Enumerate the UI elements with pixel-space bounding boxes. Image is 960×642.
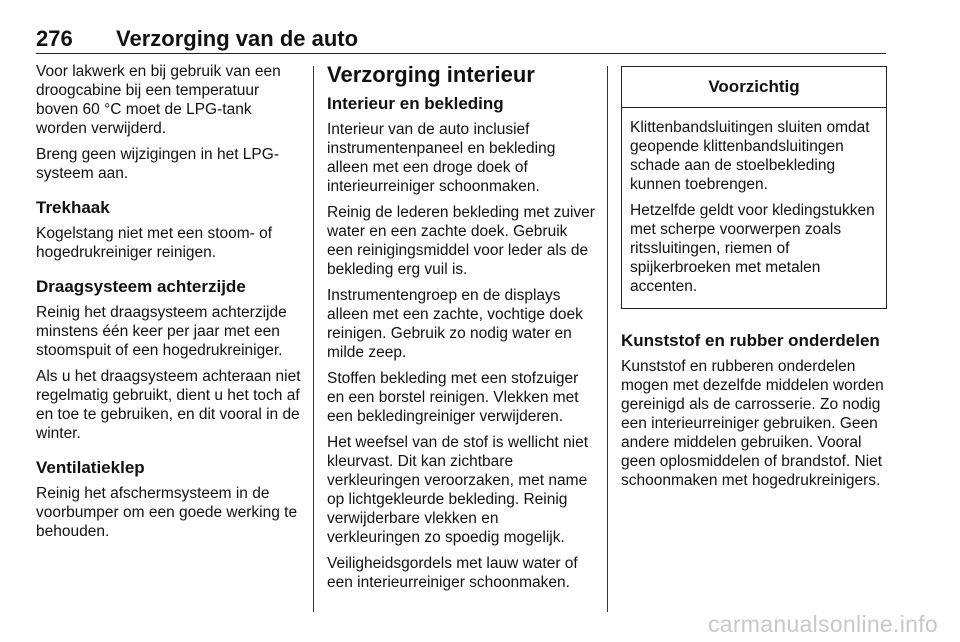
caution-body — [622, 108, 886, 308]
paragraph-interieur-6: Veiligheidsgordels met lauw water of een interieurreiniger schoonmaken. — [327, 555, 578, 591]
caution-box — [621, 66, 887, 309]
paragraph-interieur-4: Stoffen bekleding met een stofzuiger en een borstel reinigen. Vlekken met een bekledingreiniger verwijderen. — [327, 370, 579, 425]
paragraph-draagsysteem-1: Reinig het draagsysteem achterzijde minstens één keer per jaar met een stoomspuit of een hogedrukreiniger. — [36, 304, 287, 359]
paragraph-interieur-5: Het weefsel van de stof is wellicht niet kleurvast. Dit kan zichtbare verkleuringen veroorzaken, met name op lichtgekleurde bekleding. Reinig verwijderbare vlekken en verkleuringen zo spoedig mogelijk. — [327, 434, 589, 546]
paragraph-trekhaak: Kogelstang niet met een stoom- of hogedrukreiniger reinigen. — [36, 225, 273, 261]
caution-title: Voorzichtig — [622, 67, 886, 108]
page-number: 276 — [36, 26, 73, 51]
paragraph-draagsysteem-2: Als u het draagsysteem achteraan niet regelmatig gebruikt, dient u het toch af en toe te gebruiken, en dit vooral in de winter. — [36, 368, 301, 442]
column-divider-1 — [313, 66, 314, 612]
page-header — [36, 26, 886, 54]
column-middle — [327, 62, 595, 599]
column-left — [36, 62, 302, 548]
paragraph-lpg-paint: Voor lakwerk en bij gebruik van een droogcabine bij een temperatuur boven 60 °C moet de LPG-tank worden verwijderd. — [36, 63, 281, 137]
column-right — [621, 62, 887, 497]
heading-kunststof: Kunststof en rubber onderdelen — [621, 331, 880, 350]
header-divider — [36, 53, 886, 54]
section-title-interieur: Verzorging interieur — [327, 62, 535, 87]
caution-paragraph-2: Hetzelfde geldt voor kledingstukken met scherpe voorwerpen zoals ritssluitingen, riemen of spijkerbroeken met metalen accenten. — [630, 202, 875, 295]
heading-draagsysteem: Draagsysteem achterzijde — [36, 277, 246, 296]
paragraph-interieur-3: Instrumentengroep en de displays alleen met een zachte, vochtige doek reinigen. Gebruik zo nodig water en milde zeep. — [327, 287, 583, 361]
heading-interieur-bekleding: Interieur en bekleding — [327, 94, 504, 113]
paragraph-kunststof: Kunststof en rubberen onderdelen mogen met dezelfde middelen worden gereinigd als de carrosserie. Zo nodig een interieurreiniger gebruiken. Geen andere middelen gebruiken. Vooral geen oplosmiddelen of brandstof. Niet schoonmaken met hogedrukreinigers. — [621, 358, 884, 489]
heading-trekhaak: Trekhaak — [36, 198, 110, 217]
paragraph-interieur-2: Reinig de lederen bekleding met zuiver water en een zachte doek. Gebruik een reinigingsmiddel voor leder als de bekleding erg vuil is. — [327, 204, 595, 278]
caution-paragraph-1: Klittenbandsluitingen sluiten omdat geopende klittenbandsluitingen schade aan de stoelbekleding kunnen toebrengen. — [630, 119, 870, 193]
heading-ventilatieklep: Ventilatieklep — [36, 458, 145, 477]
paragraph-lpg-modify: Breng geen wijzigingen in het LPG-systeem aan. — [36, 146, 279, 182]
paragraph-ventilatieklep: Reinig het afschermsysteem in de voorbumper om een goede werking te behouden. — [36, 485, 298, 540]
paragraph-interieur-1: Interieur van de auto inclusief instrumentenpaneel en bekleding alleen met een droge doek of interieurreiniger schoonmaken. — [327, 121, 556, 195]
column-divider-2 — [607, 66, 608, 612]
watermark: carmanualsonline.info — [707, 611, 938, 637]
chapter-title: Verzorging van de auto — [116, 26, 359, 51]
